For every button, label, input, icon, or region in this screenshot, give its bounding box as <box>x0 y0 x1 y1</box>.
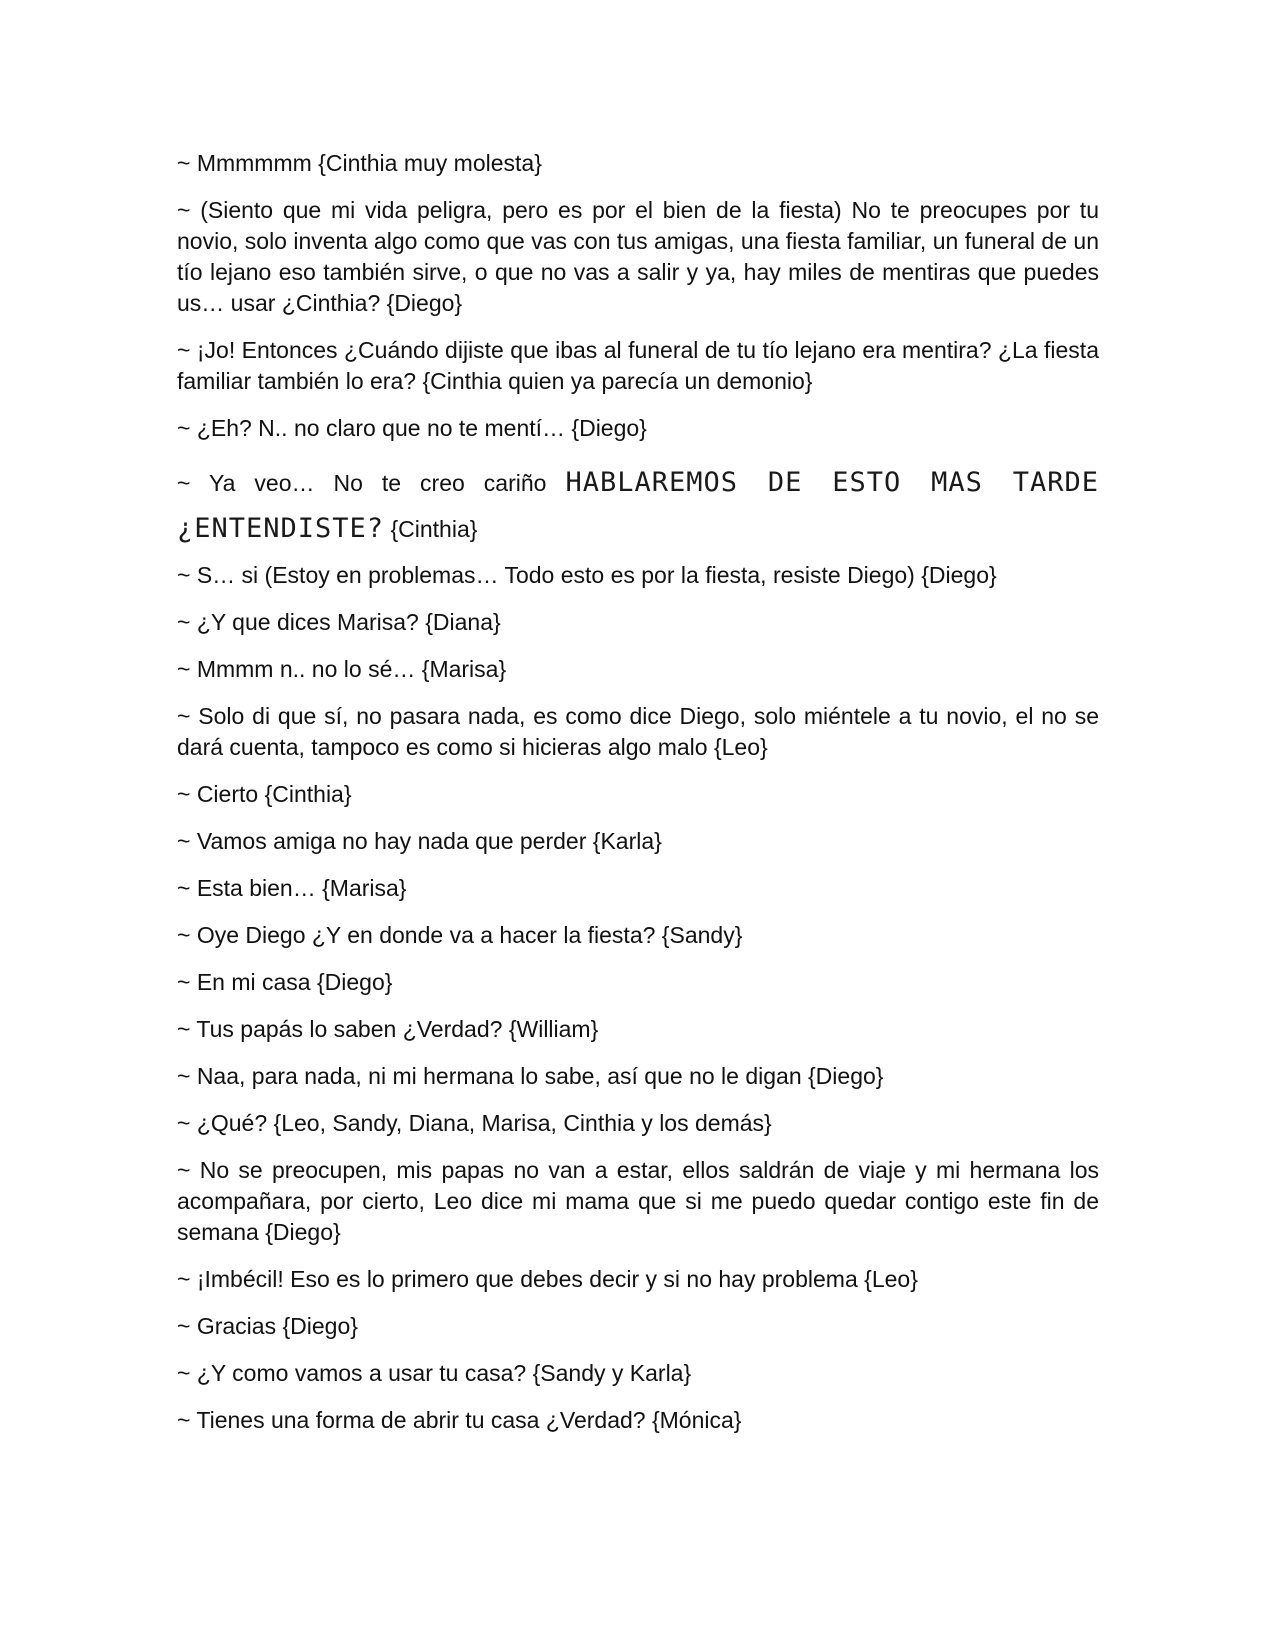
dialogue-line: ~ ¿Qué? {Leo, Sandy, Diana, Marisa, Cinthia y los demás} <box>177 1110 772 1136</box>
dialogue-line: ~ ¡Imbécil! Eso es lo primero que debes decir y si no hay problema {Leo} <box>177 1266 918 1292</box>
dialogue-body <box>177 148 1099 1452</box>
dialogue-line: ~ Tienes una forma de abrir tu casa ¿Verdad? {Mónica} <box>177 1407 742 1433</box>
dialogue-line-shout <box>177 460 1099 552</box>
dialogue-line: ~ Oye Diego ¿Y en donde va a hacer la fiesta? {Sandy} <box>177 922 743 948</box>
shout-text: HABLAREMOS DE ESTO MAS TARDE ¿ENTENDISTE? <box>177 467 1099 544</box>
dialogue-line: ~ Cierto {Cinthia} <box>177 781 352 807</box>
dialogue-line: ~ Solo di que sí, no pasara nada, es como dice Diego, solo miéntele a tu novio, el no se dará cuenta, tampoco es como si hicieras algo malo {Leo} <box>177 703 1099 760</box>
dialogue-line: ~ Mmmm n.. no lo sé… {Marisa} <box>177 656 507 682</box>
dialogue-line: ~ ¡Jo! Entonces ¿Cuándo dijiste que ibas al funeral de tu tío lejano era mentira? ¿La fiesta familiar también lo era? {Cinthia quien ya parecía un demonio} <box>177 337 1099 394</box>
dialogue-speaker: {Cinthia} <box>384 516 478 542</box>
dialogue-line: ~ ¿Y como vamos a usar tu casa? {Sandy y Karla} <box>177 1360 692 1386</box>
dialogue-line: ~ Mmmmmm {Cinthia muy molesta} <box>177 150 542 176</box>
dialogue-line: ~ ¿Y que dices Marisa? {Diana} <box>177 609 501 635</box>
dialogue-line: ~ Vamos amiga no hay nada que perder {Karla} <box>177 828 662 854</box>
dialogue-line: ~ ¿Eh? N.. no claro que no te mentí… {Diego} <box>177 415 647 441</box>
dialogue-line: ~ Gracias {Diego} <box>177 1313 358 1339</box>
dialogue-line: ~ S… si (Estoy en problemas… Todo esto es por la fiesta, resiste Diego) {Diego} <box>177 562 997 588</box>
dialogue-line: ~ No se preocupen, mis papas no van a estar, ellos saldrán de viaje y mi hermana los acompañara, por cierto, Leo dice mi mama que si me puedo quedar contigo este fin de semana {Diego} <box>177 1157 1099 1245</box>
dialogue-line: ~ Esta bien… {Marisa} <box>177 875 407 901</box>
dialogue-line: ~ (Siento que mi vida peligra, pero es por el bien de la fiesta) No te preocupes por tu novio, solo inventa algo como que vas con tus amigas, una fiesta familiar, un funeral de un tío lejano eso también sirve, o que no vas a salir y ya, hay miles de mentiras que puedes us… usar ¿Cinthia? {Diego} <box>177 197 1099 316</box>
dialogue-line: ~ En mi casa {Diego} <box>177 969 393 995</box>
dialogue-text: ~ Ya veo… No te creo cariño <box>177 470 566 496</box>
dialogue-line: ~ Naa, para nada, ni mi hermana lo sabe, así que no le digan {Diego} <box>177 1063 884 1089</box>
dialogue-line: ~ Tus papás lo saben ¿Verdad? {William} <box>177 1016 599 1042</box>
